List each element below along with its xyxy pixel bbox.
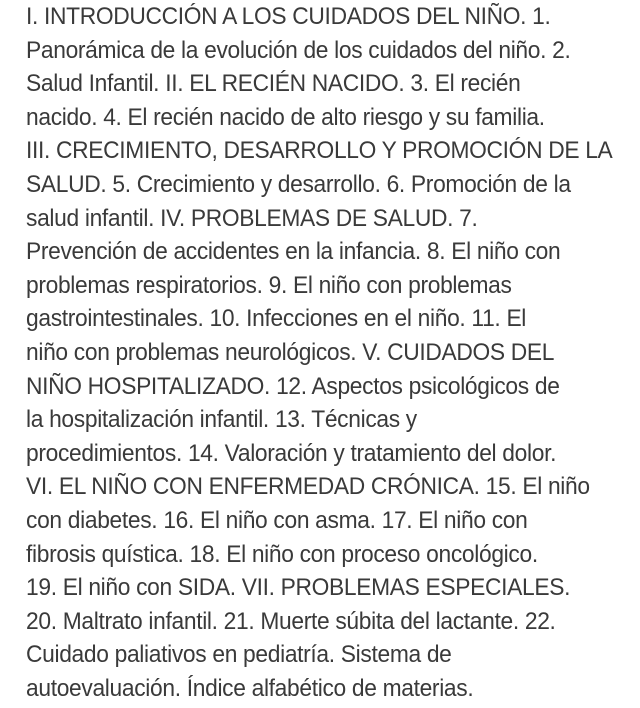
toc-line: fibrosis quística. 18. El niño con proceso oncológico. <box>26 540 538 568</box>
toc-line: 19. El niño con SIDA. VII. PROBLEMAS ESPECIALES. <box>26 574 571 602</box>
toc-line: niño con problemas neurológicos. V. CUIDADOS DEL <box>26 338 555 366</box>
toc-line: Panorámica de la evolución de los cuidados del niño. 2. <box>26 36 571 64</box>
toc-line: nacido. 4. El recién nacido de alto riesgo y su familia. <box>26 103 545 131</box>
toc-line: Prevención de accidentes en la infancia. 8. El niño con <box>26 238 561 266</box>
toc-line: I. INTRODUCCIÓN A LOS CUIDADOS DEL NIÑO. 1. <box>26 3 551 30</box>
toc-line: procedimientos. 14. Valoración y tratamiento del dolor. <box>26 439 557 467</box>
toc-line: salud infantil. IV. PROBLEMAS DE SALUD. 7. <box>26 204 478 232</box>
toc-line: Salud Infantil. II. EL RECIÉN NACIDO. 3. El recién <box>26 70 521 98</box>
toc-line: autoevaluación. Índice alfabético de materias. <box>26 674 474 702</box>
toc-line: gastrointestinales. 10. Infecciones en el niño. 11. El <box>26 305 527 333</box>
toc-line: SALUD. 5. Crecimiento y desarrollo. 6. Promoción de la <box>26 170 571 198</box>
toc-line: la hospitalización infantil. 13. Técnicas y <box>26 406 417 434</box>
toc-line: problemas respiratorios. 9. El niño con problemas <box>26 271 512 299</box>
toc-line: con diabetes. 16. El niño con asma. 17. El niño con <box>26 506 528 534</box>
toc-line: 20. Maltrato infantil. 21. Muerte súbita del lactante. 22. <box>26 607 556 635</box>
toc-line: III. CRECIMIENTO, DESARROLLO Y PROMOCIÓN DE LA <box>26 137 613 165</box>
toc-line: NIÑO HOSPITALIZADO. 12. Aspectos psicológicos de <box>26 372 560 400</box>
toc-line: VI. EL NIÑO CON ENFERMEDAD CRÓNICA. 15. El niño <box>26 473 590 501</box>
toc-text-block <box>26 0 640 705</box>
toc-line: Cuidado paliativos en pediatría. Sistema de <box>26 641 452 669</box>
